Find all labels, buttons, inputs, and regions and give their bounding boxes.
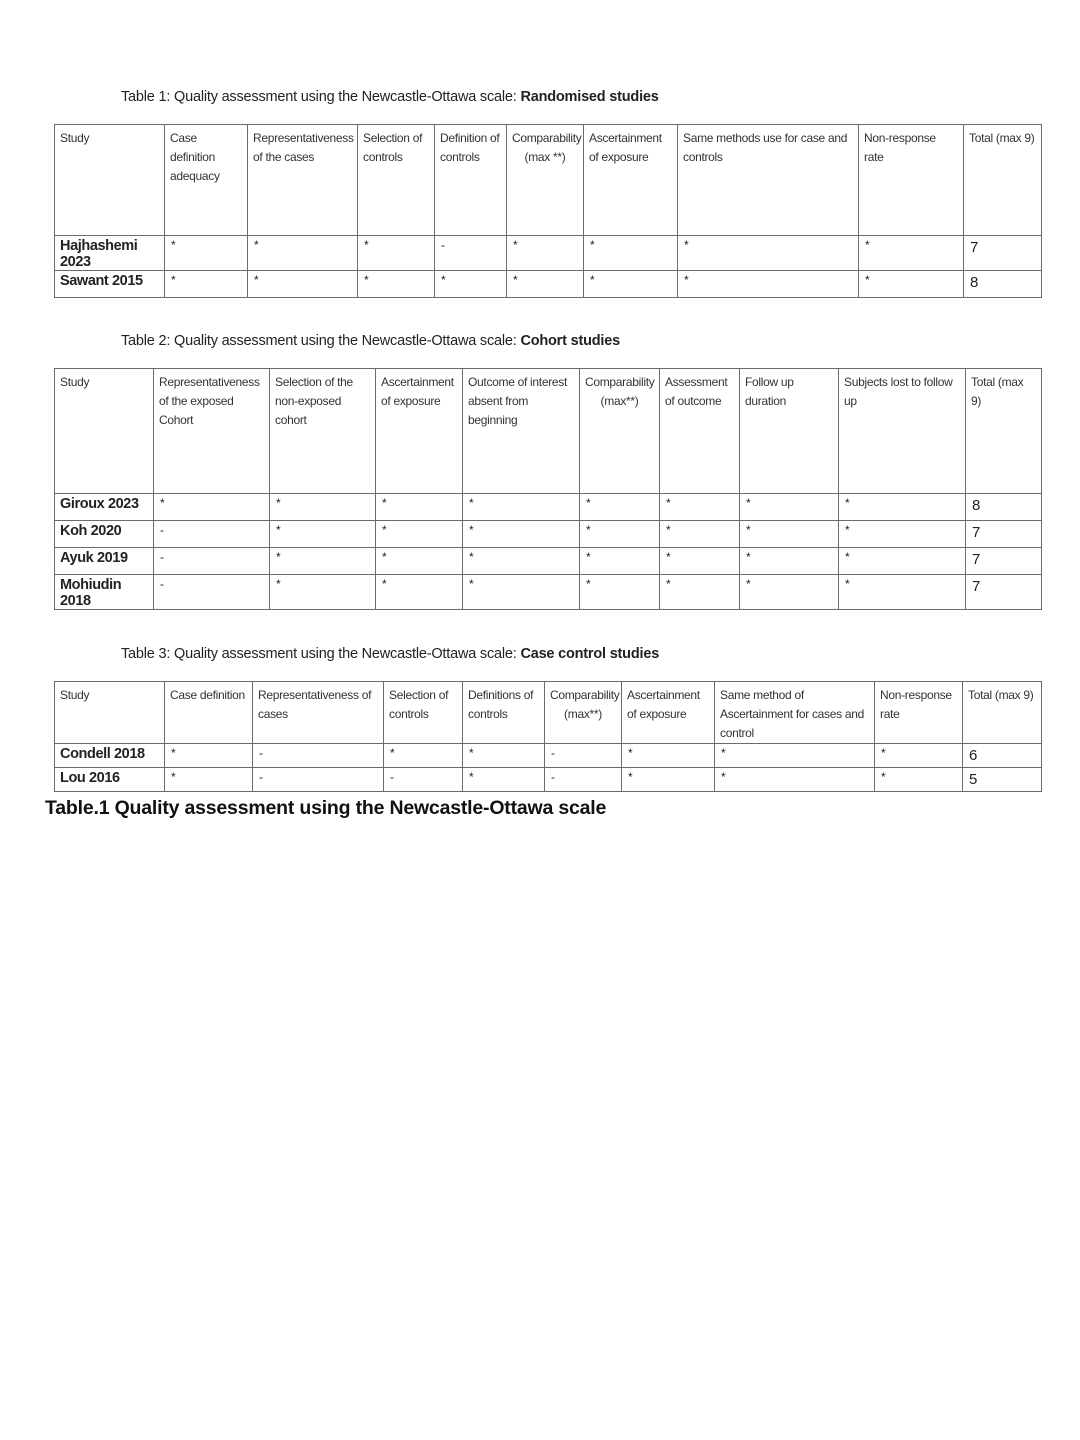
rating-cell: * — [580, 548, 660, 575]
rating-cell: * — [376, 575, 463, 610]
rating-cell: * — [740, 494, 839, 521]
table1-header-cell: Total (max 9) — [964, 125, 1042, 236]
table3-header-cell: Same method of Ascertainment for cases and control — [715, 682, 875, 744]
table-row — [55, 494, 1042, 521]
rating-cell: * — [463, 575, 580, 610]
table3-header-cell: Representativeness of cases — [253, 682, 384, 744]
rating-cell: * — [839, 494, 966, 521]
table2-header-cell: Selection of the non-exposed cohort — [270, 369, 376, 494]
table-row — [55, 768, 1042, 792]
table3-header-cell: Case definition — [165, 682, 253, 744]
table3-header-cell: Definitions of controls — [463, 682, 545, 744]
table1-title-bold: Randomised studies — [520, 89, 659, 105]
rating-cell: * — [678, 271, 859, 298]
total-score: 7 — [964, 236, 1042, 271]
rating-cell: * — [376, 494, 463, 521]
table3-header-cell: Selection of controls — [384, 682, 463, 744]
rating-cell: * — [740, 548, 839, 575]
table3-title — [121, 646, 659, 662]
table3-header-cell: Comparability (max**) — [545, 682, 622, 744]
total-score: 5 — [963, 768, 1042, 792]
rating-cell: * — [165, 271, 248, 298]
total-score: 8 — [964, 271, 1042, 298]
rating-cell: * — [715, 744, 875, 768]
table1-header-cell: Same methods use for case and controls — [678, 125, 859, 236]
rating-cell: * — [580, 494, 660, 521]
total-score: 8 — [966, 494, 1042, 521]
total-score: 7 — [966, 548, 1042, 575]
rating-cell: * — [463, 768, 545, 792]
rating-cell: * — [875, 768, 963, 792]
rating-cell: * — [507, 236, 584, 271]
rating-cell: * — [376, 548, 463, 575]
table2-header-cell: Follow up duration — [740, 369, 839, 494]
table2-header-cell: Representativeness of the exposed Cohort — [154, 369, 270, 494]
rating-cell: * — [580, 575, 660, 610]
table1-header-cell: Non-response rate — [859, 125, 964, 236]
rating-cell: * — [584, 236, 678, 271]
table-row — [55, 575, 1042, 610]
rating-cell: * — [622, 768, 715, 792]
table1-header-cell: Definition of controls — [435, 125, 507, 236]
table3-header-cell: Total (max 9) — [963, 682, 1042, 744]
study-name: Hajhashemi 2023 — [55, 236, 165, 271]
table3-header-cell: Ascertainment of exposure — [622, 682, 715, 744]
study-name: Ayuk 2019 — [55, 548, 154, 575]
table1-randomised-studies — [54, 124, 1042, 298]
rating-cell: * — [358, 236, 435, 271]
rating-cell: * — [660, 548, 740, 575]
total-score: 7 — [966, 521, 1042, 548]
rating-cell: * — [248, 271, 358, 298]
rating-cell: * — [270, 575, 376, 610]
rating-cell: * — [154, 494, 270, 521]
rating-cell: * — [248, 236, 358, 271]
table2-header-cell: Comparability (max**) — [580, 369, 660, 494]
table2-header-cell: Outcome of interest absent from beginning — [463, 369, 580, 494]
table2-header-row — [55, 369, 1042, 494]
table1-header-row — [55, 125, 1042, 236]
table2-title-prefix: Table 2: Quality assessment using the Newcastle-Ottawa scale: — [121, 333, 521, 349]
table3-header-cell: Study — [55, 682, 165, 744]
rating-cell: * — [859, 271, 964, 298]
rating-cell: - — [435, 236, 507, 271]
rating-cell: * — [270, 548, 376, 575]
study-name: Koh 2020 — [55, 521, 154, 548]
study-name: Mohiudin 2018 — [55, 575, 154, 610]
table2-header-cell: Assessment of outcome — [660, 369, 740, 494]
rating-cell: - — [154, 575, 270, 610]
rating-cell: * — [463, 521, 580, 548]
table1-header-cell: Comparability (max **) — [507, 125, 584, 236]
rating-cell: * — [660, 521, 740, 548]
total-score: 6 — [963, 744, 1042, 768]
rating-cell: * — [463, 548, 580, 575]
table-row — [55, 271, 1042, 298]
table3-header-cell: Non-response rate — [875, 682, 963, 744]
rating-cell: * — [715, 768, 875, 792]
table-row — [55, 521, 1042, 548]
rating-cell: - — [154, 548, 270, 575]
rating-cell: * — [376, 521, 463, 548]
rating-cell: * — [660, 494, 740, 521]
rating-cell: * — [660, 575, 740, 610]
table-row — [55, 548, 1042, 575]
study-name: Condell 2018 — [55, 744, 165, 768]
rating-cell: * — [839, 548, 966, 575]
table3-case-control-studies — [54, 681, 1042, 792]
rating-cell: * — [384, 744, 463, 768]
table2-title-bold: Cohort studies — [520, 333, 620, 349]
table1-header-cell: Representativeness of the cases — [248, 125, 358, 236]
rating-cell: * — [165, 768, 253, 792]
rating-cell: - — [253, 768, 384, 792]
rating-cell: * — [270, 521, 376, 548]
table1-header-cell: Selection of controls — [358, 125, 435, 236]
study-name: Lou 2016 — [55, 768, 165, 792]
rating-cell: - — [154, 521, 270, 548]
table2-title — [121, 333, 620, 349]
table1-header-cell: Study — [55, 125, 165, 236]
rating-cell: * — [839, 521, 966, 548]
table1-header-cell: Ascertainment of exposure — [584, 125, 678, 236]
table1-title-prefix: Table 1: Quality assessment using the Newcastle-Ottawa scale: — [121, 89, 521, 105]
table2-header-cell: Total (max 9) — [966, 369, 1042, 494]
rating-cell: * — [678, 236, 859, 271]
table-row — [55, 236, 1042, 271]
table-row — [55, 744, 1042, 768]
rating-cell: * — [859, 236, 964, 271]
table2-header-cell: Subjects lost to follow up — [839, 369, 966, 494]
study-name: Giroux 2023 — [55, 494, 154, 521]
rating-cell: * — [740, 521, 839, 548]
rating-cell: - — [253, 744, 384, 768]
rating-cell: * — [358, 271, 435, 298]
table3-title-bold: Case control studies — [520, 646, 660, 662]
table3-header-row — [55, 682, 1042, 744]
table1-title — [121, 89, 659, 105]
table2-header-cell: Ascertainment of exposure — [376, 369, 463, 494]
table2-header-cell: Study — [55, 369, 154, 494]
rating-cell: * — [165, 236, 248, 271]
rating-cell: * — [839, 575, 966, 610]
total-score: 7 — [966, 575, 1042, 610]
rating-cell: * — [463, 744, 545, 768]
figure-caption: Table.1 Quality assessment using the Newcastle-Ottawa scale — [45, 797, 607, 819]
rating-cell: * — [580, 521, 660, 548]
rating-cell: * — [622, 744, 715, 768]
table2-cohort-studies — [54, 368, 1042, 610]
rating-cell: * — [435, 271, 507, 298]
rating-cell: * — [875, 744, 963, 768]
study-name: Sawant 2015 — [55, 271, 165, 298]
table1-header-cell: Case definition adequacy — [165, 125, 248, 236]
rating-cell: * — [584, 271, 678, 298]
rating-cell: - — [545, 744, 622, 768]
rating-cell: - — [545, 768, 622, 792]
rating-cell: * — [740, 575, 839, 610]
table3-title-prefix: Table 3: Quality assessment using the Newcastle-Ottawa scale: — [121, 646, 521, 662]
rating-cell: * — [507, 271, 584, 298]
rating-cell: * — [463, 494, 580, 521]
rating-cell: * — [165, 744, 253, 768]
rating-cell: - — [384, 768, 463, 792]
rating-cell: * — [270, 494, 376, 521]
